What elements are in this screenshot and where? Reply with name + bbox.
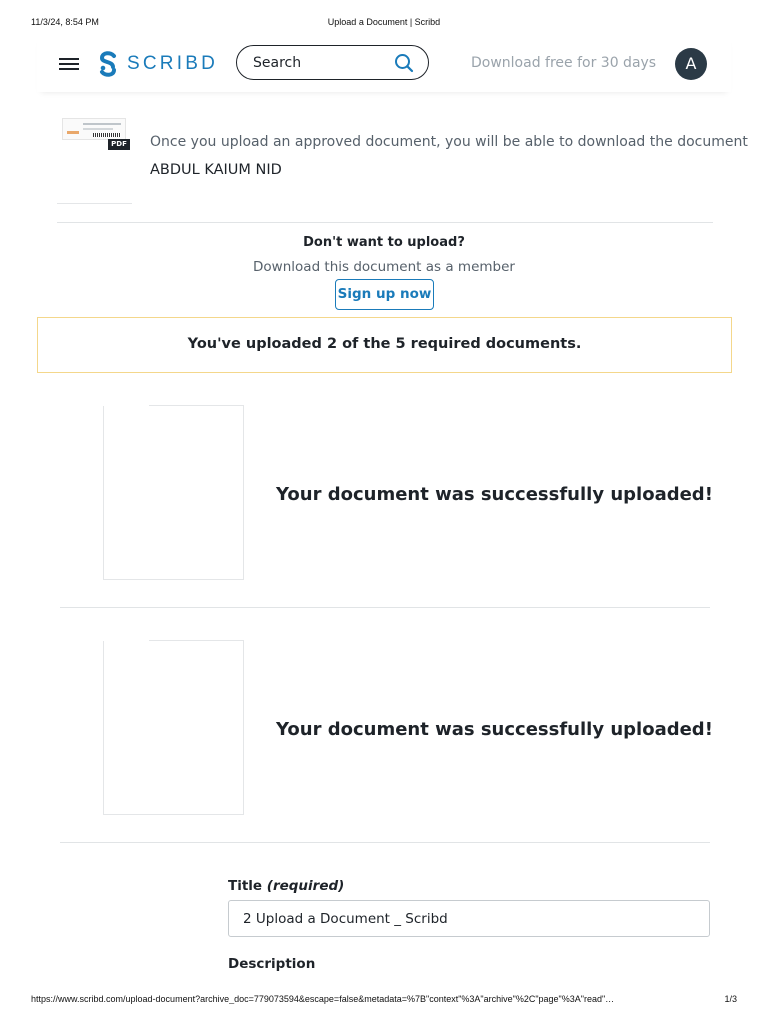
upload-success-message: Your document was successfully uploaded! <box>276 719 713 740</box>
print-datetime: 11/3/24, 8:54 PM <box>31 17 99 27</box>
logo-text: SCRIBD <box>127 53 218 74</box>
search-icon[interactable] <box>394 53 414 73</box>
upload-progress-text: You've uploaded 2 of the 5 required documents. <box>187 336 582 352</box>
avatar[interactable]: A <box>675 48 707 80</box>
uploaded-document-preview <box>103 405 244 580</box>
title-label-text: Title <box>228 878 263 894</box>
upload-note: Once you upload an approved document, you will be able to download the document <box>150 134 748 150</box>
upload-progress-banner <box>37 317 732 373</box>
dont-want-heading: Don't want to upload? <box>303 235 465 250</box>
document-name: ABDUL KAIUM NID <box>150 162 282 178</box>
document-thumbnail <box>57 112 132 204</box>
download-free-link[interactable]: Download free for 30 days <box>471 55 657 71</box>
divider <box>60 607 710 608</box>
scribd-logo-icon <box>97 51 119 77</box>
hamburger-icon[interactable] <box>59 56 79 72</box>
divider <box>60 842 710 843</box>
title-field-value[interactable]: 2 Upload a Document _ Scribd <box>243 911 448 927</box>
title-label <box>228 878 344 894</box>
document-preview-image <box>62 118 126 140</box>
print-page-title: Upload a Document | Scribd <box>327 17 441 27</box>
pdf-badge: PDF <box>108 139 130 150</box>
title-field[interactable] <box>228 900 710 937</box>
sign-up-button[interactable]: Sign up now <box>335 279 434 310</box>
uploaded-document-preview <box>103 640 244 815</box>
description-label: Description <box>228 956 316 972</box>
print-page-number: 1/3 <box>724 994 737 1004</box>
scribd-logo[interactable] <box>97 50 218 78</box>
top-nav <box>37 36 731 92</box>
uploaded-item <box>60 404 713 607</box>
print-header <box>0 17 768 29</box>
title-required-text: (required) <box>266 878 345 894</box>
download-member-text: Download this document as a member <box>253 259 515 275</box>
upload-success-message: Your document was successfully uploaded! <box>276 484 713 505</box>
uploaded-item <box>60 639 713 842</box>
print-url: https://www.scribd.com/upload-document?archive_doc=779073594&escape=false&metadata=%7B"context"%3A"archive"%2C"page"%3A"read"… <box>31 994 615 1004</box>
divider <box>57 222 713 223</box>
search-input[interactable]: Search <box>253 55 302 71</box>
print-footer <box>0 994 768 1006</box>
search-box[interactable] <box>236 45 429 80</box>
